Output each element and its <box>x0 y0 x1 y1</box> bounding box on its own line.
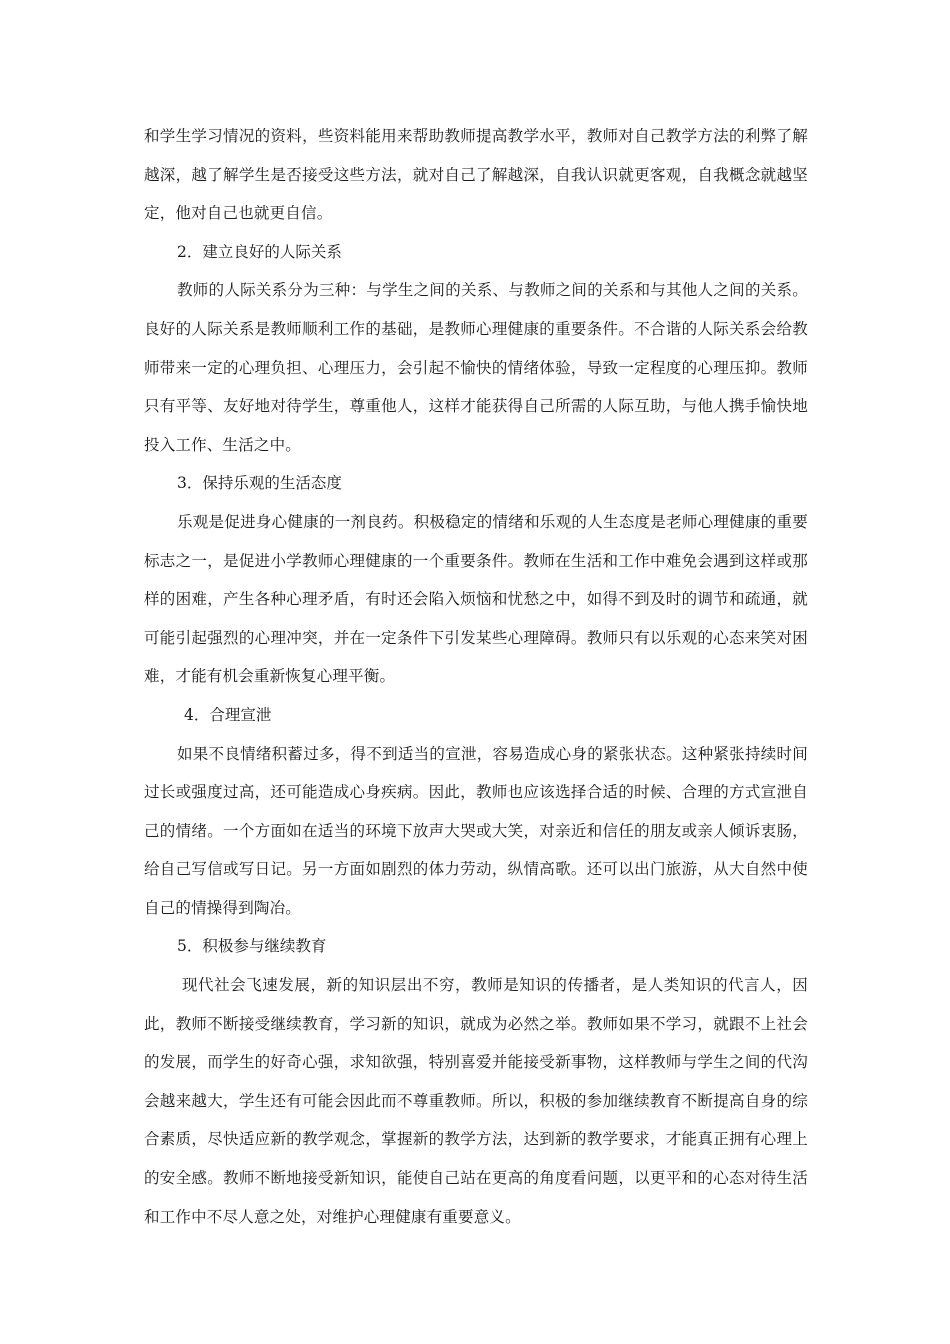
document-page <box>144 117 808 1236</box>
paragraph-venting: 如果不良情绪积蓄过多，得不到适当的宣泄，容易造成心身的紧张状态。这种紧张持续时间过长或强度过高，还可能造成心身疾病。因此，教师也应该选择合适的时候、合理的方式宣泄自己的情绪。一个方面如在适当的环境下放声大哭或大笑，对亲近和信任的朋友或亲人倾诉衷肠，给自己写信或写日记。另一方面如剧烈的体力劳动，纵情高歌。还可以出门旅游，从大自然中使自己的情操得到陶冶。 <box>144 744 808 917</box>
section-heading-continuing-education: 5．积极参与继续教育 <box>177 937 327 956</box>
section-heading-optimism: 3．保持乐观的生活态度 <box>177 474 342 493</box>
paragraph-interpersonal: 教师的人际关系分为三种：与学生之间的关系、与教师之间的关系和与其他人之间的关系。良好的人际关系是教师顺利工作的基础，是教师心理健康的重要条件。不合谐的人际关系会给教师带来一定的心理负担、心理压力，会引起不愉快的情绪体验，导致一定程度的心理压抑。教师只有平等、友好地对待学生，尊重他人，这样才能获得自己所需的人际互助，与他人携手愉快地投入工作、生活之中。 <box>144 281 808 454</box>
paragraph-continuing-education: 现代社会飞速发展，新的知识层出不穷，教师是知识的传播者，是人类知识的代言人，因此，教师不断接受继续教育，学习新的知识，就成为必然之举。教师如果不学习，就跟不上社会的发展，而学生的好奇心强，求知欲强，特别喜爱并能接受新事物，这样教师与学生之间的代沟会越来越大，学生还有可能会因此而不尊重教师。所以，积极的参加继续教育不断提高自身的综合素质，尽快适应新的教学观念，掌握新的教学方法，达到新的教学要求，才能真正拥有心理上的安全感。教师不断地接受新知识，能使自己站在更高的角度看问题，以更平和的心态对待生活和工作中不尽人意之处，对维护心理健康有重要意义。 <box>144 976 808 1226</box>
paragraph-continuation: 和学生学习情况的资料，些资料能用来帮助教师提高教学水平，教师对自己教学方法的利弊了解越深，越了解学生是否接受这些方法，就对自己了解越深，自我认识就更客观，自我概念就越坚定，他对自己也就更自信。 <box>144 127 808 223</box>
section-heading-interpersonal: 2．建立良好的人际关系 <box>177 242 342 261</box>
paragraph-optimism: 乐观是促进身心健康的一剂良药。积极稳定的情绪和乐观的人生态度是老师心理健康的重要标志之一，是促进小学教师心理健康的一个重要条件。教师在生活和工作中难免会遇到这样或那样的困难，产生各种心理矛盾，有时还会陷入烦恼和忧愁之中，如得不到及时的调节和疏通，就可能引起强烈的心理冲突，并在一定条件下引发某些心理障碍。教师只有以乐观的心态来笑对困难，才能有机会重新恢复心理平衡。 <box>144 512 808 686</box>
section-heading-venting: 4．合理宣泄 <box>184 705 272 724</box>
